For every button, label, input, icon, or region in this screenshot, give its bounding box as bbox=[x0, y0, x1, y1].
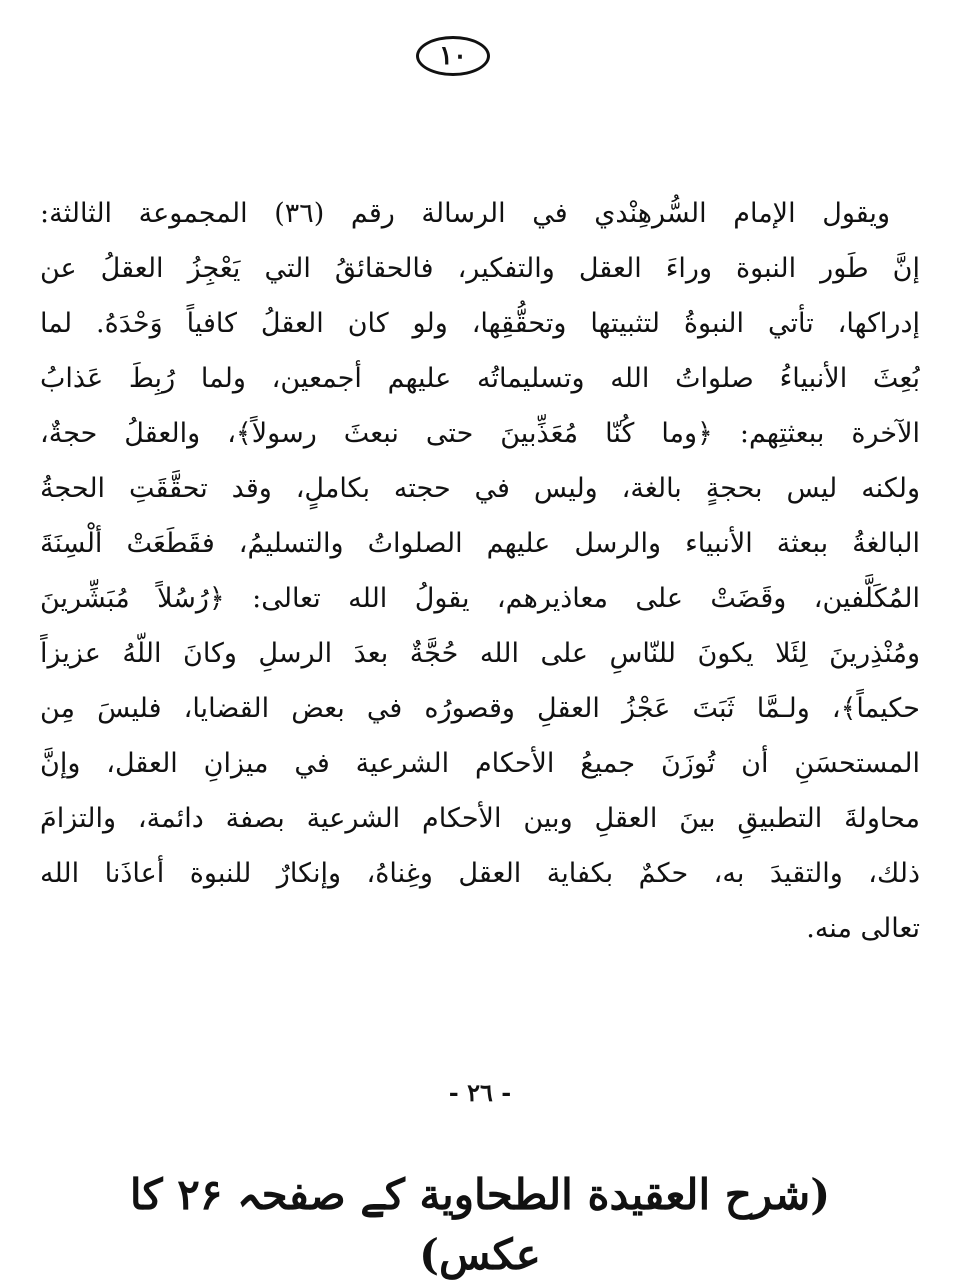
text-line-9: ومُنْذِرينَ لِئَلا يكونَ للنّاسِ على الله حُجَّةٌ بعدَ الرسلِ وكانَ اللّهُ عزيزاً bbox=[40, 638, 920, 669]
text-line-4: بُعِثَ الأنبياءُ صلواتُ الله وتسليماتُه عليهم أجمعين، ولما رُبِطَ عَذابُ bbox=[40, 363, 920, 394]
text-line-7: البالغةُ ببعثة الأنبياء والرسل عليهم الصلواتُ والتسليمُ، فقَطَعَتْ ألْسِنَةَ bbox=[40, 528, 920, 559]
footer-page-number: - ٢٦ - bbox=[448, 1078, 512, 1107]
text-line-1: ويقول الإمام السُّرهِنْدي في الرسالة رقم (٣٦) المجموعة الثالثة: bbox=[40, 198, 890, 229]
text-line-2: إنَّ طَور النبوة وراءَ العقل والتفكير، فالحقائقُ التي يَعْجِزُ العقلُ عن bbox=[40, 253, 920, 284]
text-line-3: إدراكها، تأتي النبوةُ لتثبيتها وتحقُّقِها، ولو كان العقلُ كافياً وَحْدَهُ. لما bbox=[40, 308, 920, 339]
text-line-12: محاولةَ التطبيقِ بينَ العقلِ وبين الأحكام الشرعية بصفة دائمة، والتزامَ bbox=[40, 803, 920, 834]
body-text bbox=[40, 186, 920, 956]
page-number-badge: ١٠ bbox=[416, 36, 490, 76]
text-line-5: الآخرة ببعثتِهم: ﴿وما كُنّا مُعَذِّبينَ حتى نبعثَ رسولاً﴾، والعقلُ حجةٌ، bbox=[40, 418, 920, 449]
text-line-6: ولكنه ليس بحجةٍ بالغة، وليس في حجته بكاملٍ، وقد تحقَّقَتِ الحجةُ bbox=[40, 473, 920, 504]
text-line-14: تعالى منه. bbox=[806, 913, 920, 944]
text-line-13: ذلك، والتقيدَ به، حكمٌ بكفاية العقل وغِناهُ، وإنكارٌ للنبوة أعاذَنا الله bbox=[40, 858, 920, 889]
text-line-10: حكيماً﴾، ولـمَّا ثَبَتَ عَجْزُ العقلِ وقصورُه في بعض القضايا، فليسَ مِن bbox=[40, 693, 920, 724]
text-line-8: المُكَلَّفين، وقَضَتْ على معاذيرهم، يقولُ الله تعالى: ﴿رُسُلاً مُبَشِّرينَ bbox=[40, 583, 920, 614]
image-caption: (شرح العقيدة الطحاوية کے صفحہ ۲۶ کا عکس) bbox=[129, 1170, 831, 1279]
text-line-11: المستحسَنِ أن تُوزَنَ جميعُ الأحكام الشرعية في ميزانِ العقل، وإنَّ bbox=[40, 748, 920, 779]
